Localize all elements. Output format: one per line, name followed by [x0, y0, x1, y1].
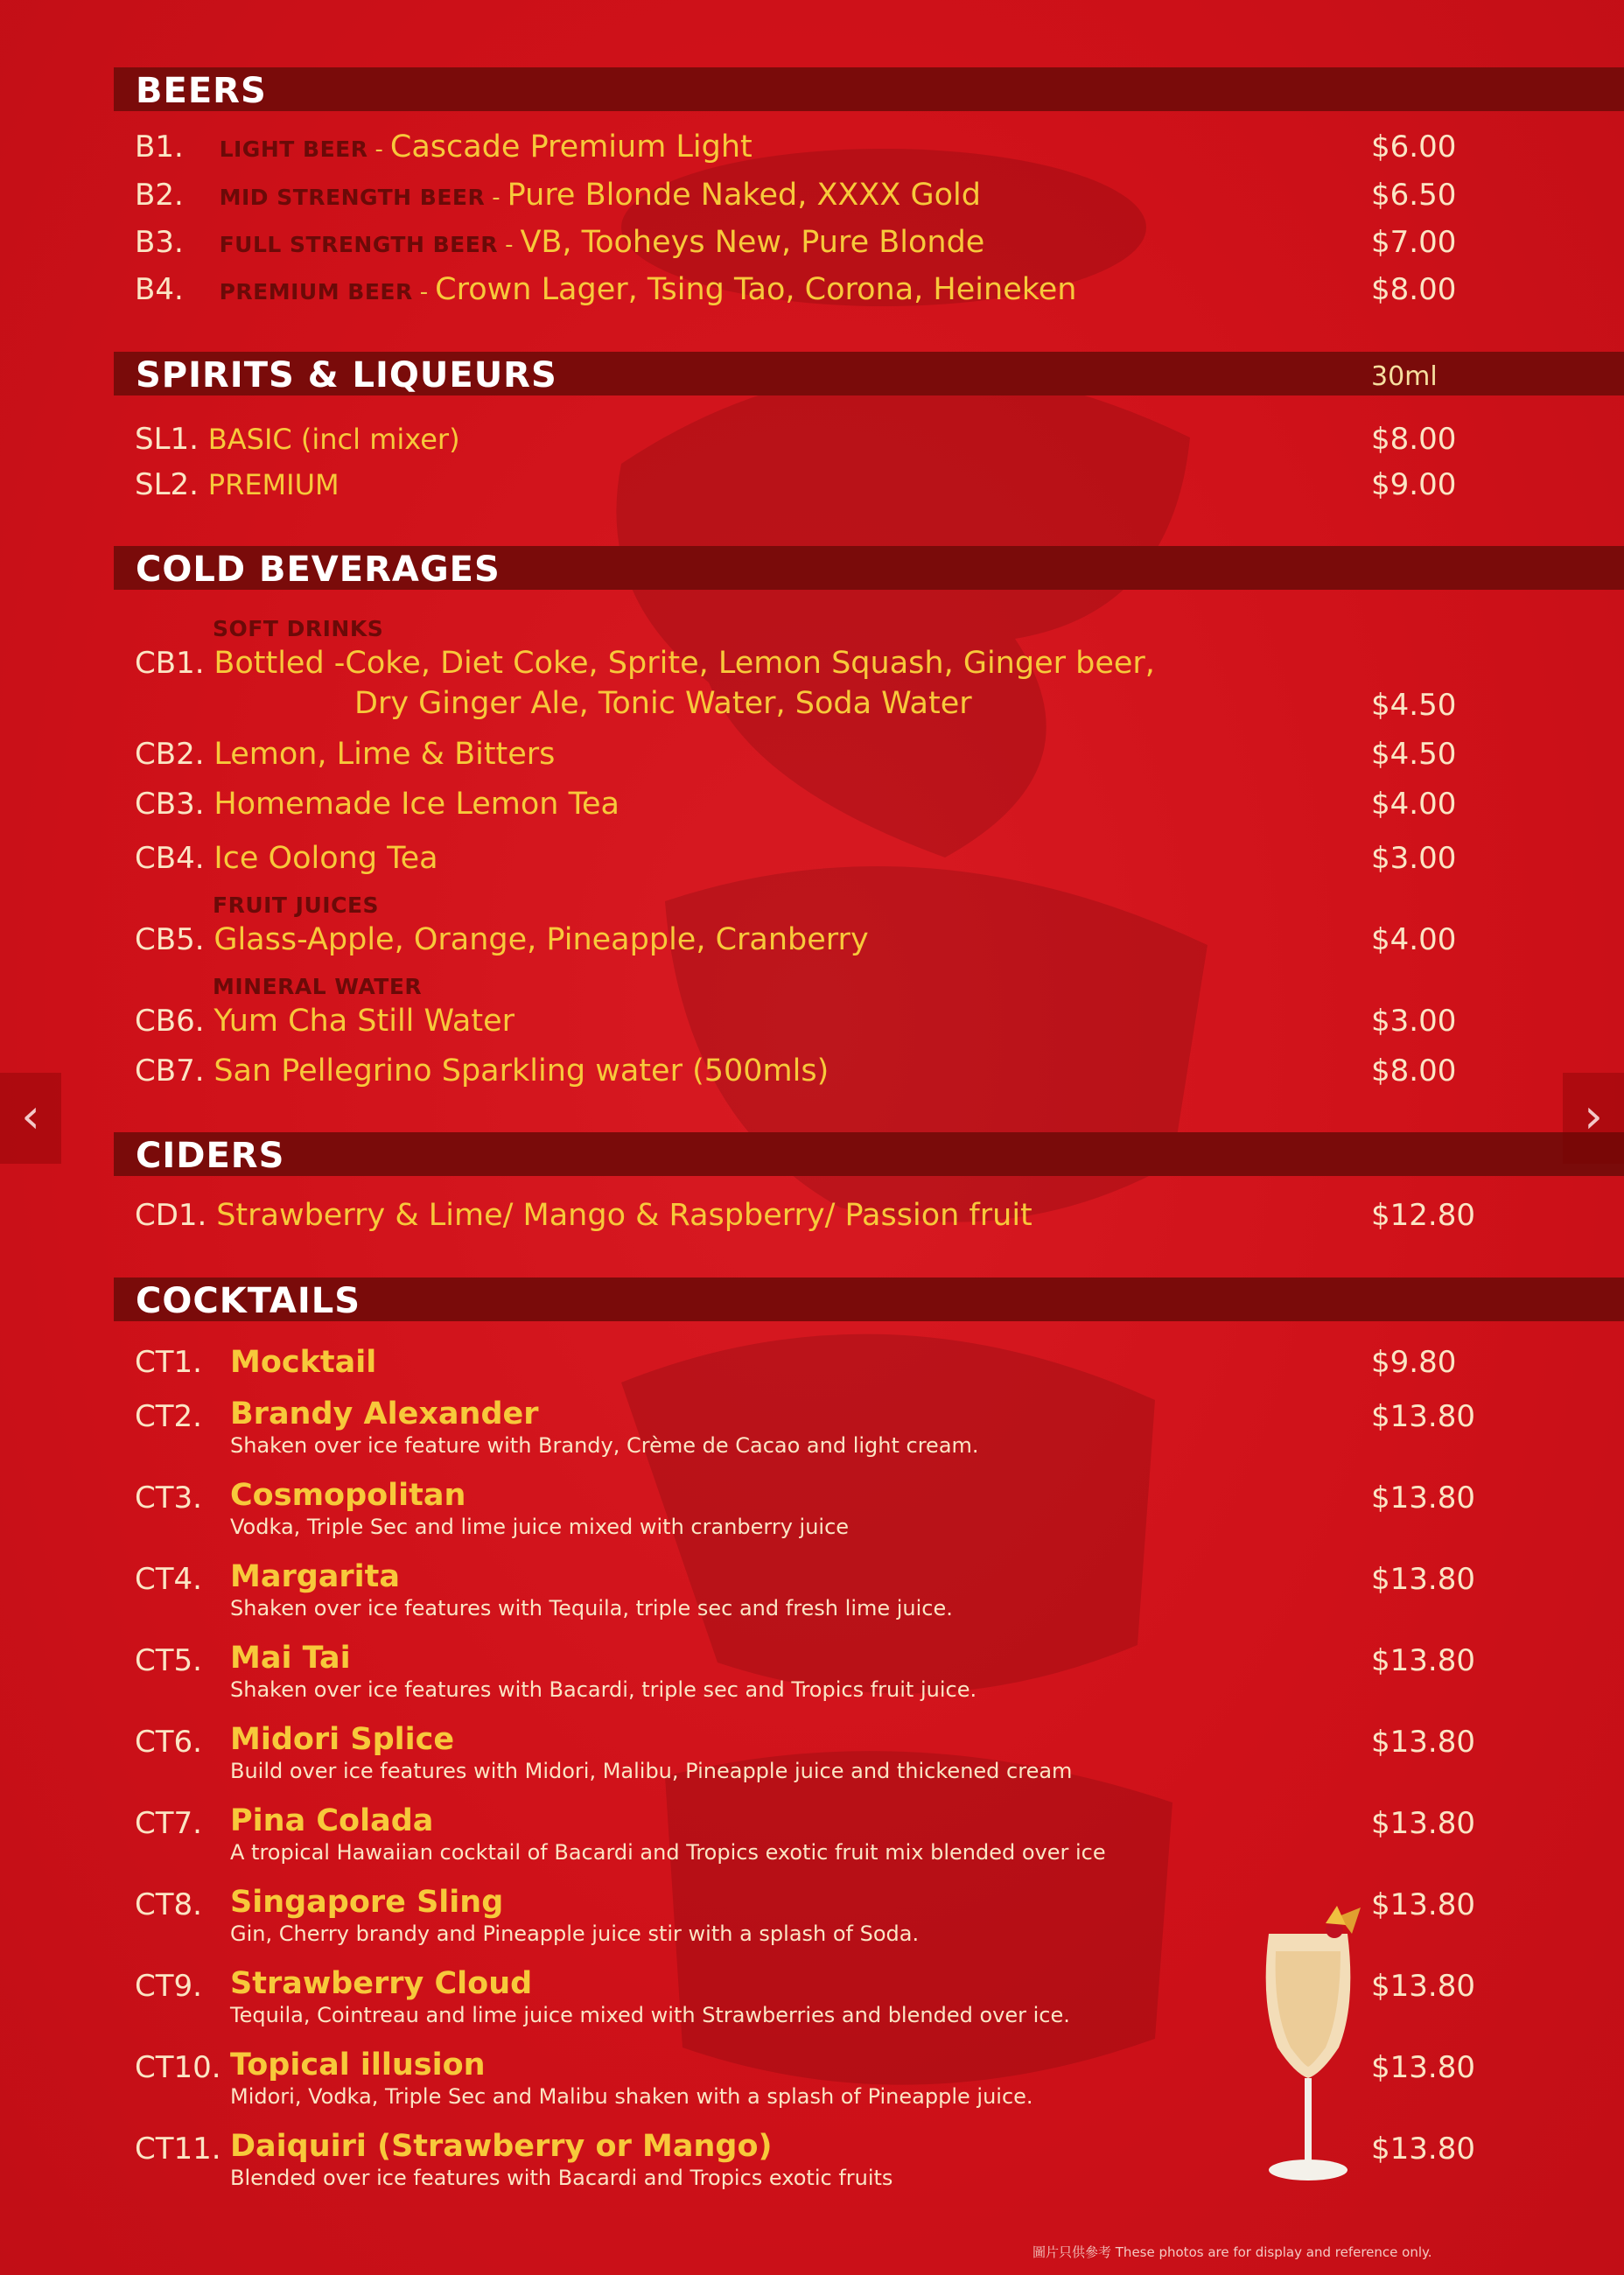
item-price: $13.80	[1371, 1887, 1475, 1922]
item-code: CT3.	[135, 1480, 202, 1516]
section-title: BEERS	[136, 71, 267, 111]
item-description: Build over ice features with Midori, Malibu, Pineapple juice and thickened cream	[230, 1759, 1073, 1783]
list-item	[0, 733, 1624, 779]
item-description: A tropical Hawaiian cocktail of Bacardi and Tropics exotic fruit mix blended over ice	[230, 1840, 1106, 1865]
item-price: $4.50	[1371, 737, 1457, 772]
section-title: CIDERS	[136, 1136, 285, 1176]
item-name: Cosmopolitan	[230, 1478, 466, 1513]
item-category: MID STRENGTH BEER	[219, 185, 486, 210]
item-name: Daiquiri (Strawberry or Mango)	[230, 2129, 773, 2164]
list-item	[0, 269, 1624, 314]
list-item	[0, 126, 1624, 172]
item-code: CB4.	[135, 841, 205, 876]
item-description: Tequila, Cointreau and lime juice mixed with Strawberries and blended over ice.	[230, 2003, 1070, 2027]
item-code: CB2.	[135, 737, 205, 772]
item-code: CT4.	[135, 1562, 202, 1597]
item-price: $9.80	[1371, 1345, 1457, 1380]
prev-page-button[interactable]	[0, 1073, 61, 1164]
cocktail-item	[0, 1341, 1624, 1387]
item-description: BASIC (incl mixer)	[207, 423, 460, 456]
item-code: CB6.	[135, 1004, 205, 1039]
item-price: $4.00	[1371, 787, 1457, 822]
section-header-ciders	[114, 1132, 1624, 1176]
list-item-continued	[0, 682, 1624, 728]
item-code: B1.	[135, 130, 184, 164]
item-description: Dry Ginger Ale, Tonic Water, Soda Water	[354, 686, 972, 721]
item-price: $6.00	[1371, 130, 1457, 164]
section-title: COCKTAILS	[136, 1281, 361, 1321]
item-name: Margarita	[230, 1559, 400, 1594]
chevron-right-icon: ›	[1584, 1088, 1603, 1144]
section-header-beers	[114, 67, 1624, 111]
item-code: B3.	[135, 225, 184, 260]
item-description: Strawberry & Lime/ Mango & Raspberry/ Passion fruit	[216, 1198, 1032, 1233]
cocktail-item	[0, 1965, 1624, 2035]
item-description: VB, Tooheys New, Pure Blonde	[520, 225, 985, 260]
item-price: $4.50	[1371, 688, 1457, 723]
separator: -	[492, 185, 500, 211]
measure-label: 30ml	[1371, 361, 1438, 392]
item-name: Topical illusion	[230, 2048, 486, 2082]
item-description: Midori, Vodka, Triple Sec and Malibu shaken with a splash of Pineapple juice.	[230, 2084, 1033, 2109]
item-description: Vodka, Triple Sec and lime juice mixed with cranberry juice	[230, 1515, 850, 1539]
item-name: Midori Splice	[230, 1722, 455, 1757]
item-name: Mai Tai	[230, 1641, 351, 1676]
cocktail-item	[0, 1640, 1624, 1710]
cocktail-glass-image	[1242, 1899, 1374, 2196]
item-price: $7.00	[1371, 225, 1457, 260]
item-price: $13.80	[1371, 1806, 1475, 1841]
item-price: $13.80	[1371, 1969, 1475, 2004]
list-item	[0, 174, 1624, 220]
item-code: CB5.	[135, 922, 205, 957]
item-description: Shaken over ice features with Bacardi, triple sec and Tropics fruit juice.	[230, 1677, 977, 1702]
item-category: LIGHT BEER	[219, 136, 368, 162]
section-header-cold-beverages	[114, 546, 1624, 590]
section-title: COLD BEVERAGES	[136, 550, 500, 590]
cocktail-item	[0, 1477, 1624, 1547]
item-description: Cascade Premium Light	[389, 130, 752, 164]
item-code: CT2.	[135, 1399, 202, 1434]
list-item	[0, 783, 1624, 829]
section-header-cocktails	[114, 1278, 1624, 1321]
separator: -	[419, 279, 429, 305]
chevron-left-icon: ‹	[21, 1088, 40, 1144]
item-code: CT8.	[135, 1887, 202, 1922]
item-price: $13.80	[1371, 2132, 1475, 2166]
category-label: SOFT DRINKS	[213, 616, 384, 641]
category-label: MINERAL WATER	[213, 974, 423, 999]
item-name: Mocktail	[230, 1345, 377, 1380]
item-code: SL1.	[135, 422, 199, 457]
cocktail-item	[0, 1396, 1624, 1466]
item-code: CT9.	[135, 1969, 202, 2004]
list-item	[0, 464, 1624, 509]
item-price: $8.00	[1371, 272, 1457, 307]
list-item	[0, 1000, 1624, 1046]
item-code: CD1.	[135, 1198, 207, 1233]
item-name: Strawberry Cloud	[230, 1966, 533, 2001]
photo-disclaimer: 圖片只供參考 These photos are for display and reference only.	[1032, 2244, 1432, 2260]
item-name: Pina Colada	[230, 1803, 434, 1838]
item-code: CT5.	[135, 1643, 202, 1678]
item-price: $12.80	[1371, 1198, 1475, 1233]
item-description: Pure Blonde Naked, XXXX Gold	[507, 178, 981, 213]
item-price: $13.80	[1371, 1725, 1475, 1760]
list-item	[0, 221, 1624, 267]
item-description: Shaken over ice features with Tequila, triple sec and fresh lime juice.	[230, 1596, 953, 1620]
item-description: PREMIUM	[207, 468, 340, 501]
list-item	[0, 919, 1624, 964]
item-description: Lemon, Lime & Bitters	[214, 737, 556, 772]
list-item	[0, 1050, 1624, 1096]
item-code: B2.	[135, 178, 184, 213]
item-code: B4.	[135, 272, 184, 307]
section-header-spirits	[114, 352, 1624, 396]
item-price: $13.80	[1371, 1399, 1475, 1434]
cocktail-item	[0, 1802, 1624, 1872]
item-price: $13.80	[1371, 1643, 1475, 1678]
item-code: CB1.	[135, 646, 205, 681]
item-price: $8.00	[1371, 1054, 1457, 1088]
item-price: $6.50	[1371, 178, 1457, 213]
next-page-button[interactable]	[1563, 1073, 1624, 1164]
item-code: CT1.	[135, 1345, 202, 1380]
item-description: San Pellegrino Sparkling water (500mls)	[214, 1054, 830, 1088]
category-label: FRUIT JUICES	[213, 892, 380, 918]
item-price: $13.80	[1371, 1562, 1475, 1597]
item-price: $13.80	[1371, 1480, 1475, 1516]
item-description: Ice Oolong Tea	[214, 841, 438, 876]
item-code: CT6.	[135, 1725, 202, 1760]
item-name: Brandy Alexander	[230, 1396, 539, 1432]
item-name: Singapore Sling	[230, 1885, 504, 1920]
cocktail-item	[0, 2128, 1624, 2198]
item-description: Homemade Ice Lemon Tea	[214, 787, 620, 822]
separator: -	[505, 232, 514, 258]
list-item	[0, 642, 1624, 688]
item-code: CT10.	[135, 2050, 221, 2085]
item-description: Gin, Cherry brandy and Pineapple juice stir with a splash of Soda.	[230, 1922, 920, 1946]
item-code: SL2.	[135, 467, 199, 502]
item-code: CT7.	[135, 1806, 202, 1841]
item-description: Blended over ice features with Bacardi and Tropics exotic fruits	[230, 2166, 893, 2190]
item-description: Bottled -Coke, Diet Coke, Sprite, Lemon Squash, Ginger beer,	[214, 646, 1155, 681]
item-price: $4.00	[1371, 922, 1457, 957]
item-price: $9.00	[1371, 467, 1457, 502]
separator: -	[374, 136, 383, 163]
cocktail-item	[0, 1721, 1624, 1791]
item-code: CB3.	[135, 787, 205, 822]
item-price: $3.00	[1371, 1004, 1457, 1039]
item-category: PREMIUM BEER	[219, 279, 413, 304]
cocktail-item	[0, 1884, 1624, 1954]
section-title: SPIRITS & LIQUEURS	[136, 355, 557, 396]
item-description: Shaken over ice feature with Brandy, Crème de Cacao and light cream.	[230, 1433, 979, 1458]
item-description: Glass-Apple, Orange, Pineapple, Cranberry	[214, 922, 869, 957]
list-item	[0, 837, 1624, 883]
item-category: FULL STRENGTH BEER	[219, 232, 499, 257]
item-price: $3.00	[1371, 841, 1457, 876]
cocktail-item	[0, 2047, 1624, 2117]
item-code: CT11.	[135, 2132, 221, 2166]
item-description: Crown Lager, Tsing Tao, Corona, Heineken	[435, 272, 1077, 307]
item-code: CB7.	[135, 1054, 205, 1088]
item-price: $13.80	[1371, 2050, 1475, 2085]
cocktail-item	[0, 1558, 1624, 1628]
item-price: $8.00	[1371, 422, 1457, 457]
item-description: Yum Cha Still Water	[214, 1004, 514, 1039]
list-item	[0, 418, 1624, 464]
list-item	[0, 1194, 1624, 1240]
